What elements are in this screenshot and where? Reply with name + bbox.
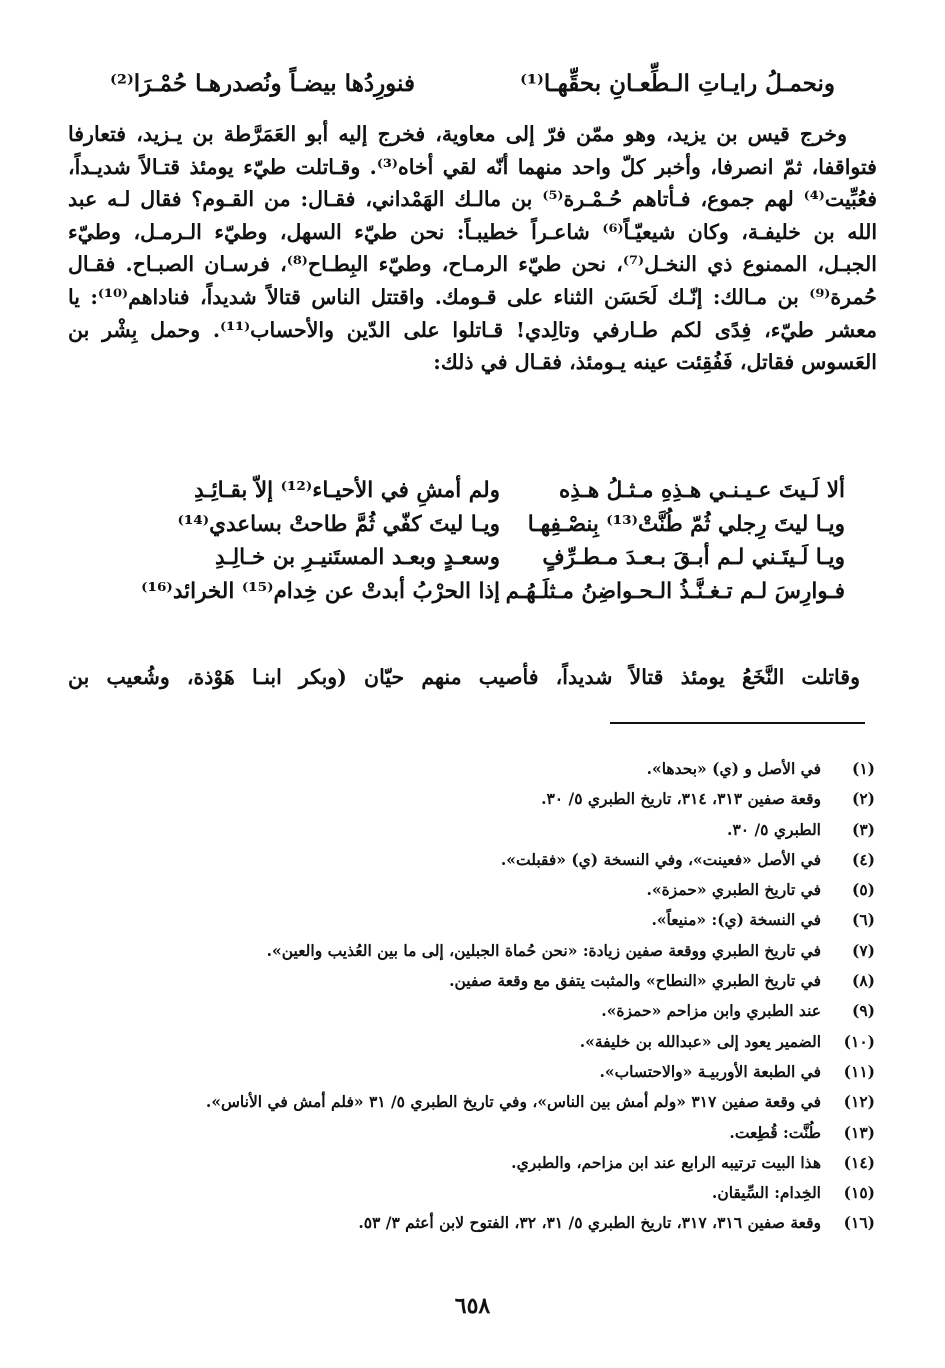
footnote [70,1057,875,1087]
footnote-number: (٩) [851,1001,875,1021]
footnote [70,784,875,814]
footnote-number: (١٣) [843,1122,875,1142]
footnote-text: في الأصل «فعينت»، وفي النسخة (ي) «فقبلت». [500,849,821,869]
main-text [68,118,877,379]
prose-line: وخرج قيس بن يزيد، وهو ممّن فرّ إلى معاوية، فخرج إليه أبو العَمَرَّطة بن يـزيد، [136,122,847,146]
footnote-number: (١٢) [843,1092,875,1112]
prose-line: القـوم؟ فقال لـه عبد الله بن خليفـة، وكان شيعيّـاً⁽⁶⁾ شاعـراً خطيبـاً: نحن طيّء السهل، [68,187,878,244]
footnote-number: (١٤) [843,1152,875,1172]
footnote [70,875,875,905]
footnote-text: وقعة صفين ٣١٣، ٣١٤، تاريخ الطبري ٥/ ٣٠. [541,789,821,809]
footnote-text: في تاريخ الطبري «حمزة». [646,880,821,900]
opening-verse [70,64,875,104]
verse-right-hemistich: ونحمـلُ رايـاتِ الـطِّعـانِ بحقِّهـا⁽¹⁾ [520,70,835,97]
footnote-text: في وقعة صفين ٣١٧ «ولم أمش بين الناس»، وفي تاريخ الطبري ٥/ ٣١ «فلم أمش في الأناس». [205,1092,821,1112]
footnote [70,1027,875,1057]
footnote-text: طُنَّت: قُطِعت. [729,1122,821,1142]
footnote [70,815,875,845]
footnote [70,905,875,935]
prose-line: فتعارفا فتواقفا، ثمّ انصرفا، وأخبر كلّ واحد منهما أنّه لقي أخاه⁽³⁾. وقـاتلت طيّء يومئذ [68,122,877,179]
footnote-number: (٤) [851,849,875,869]
footnote [70,1208,875,1238]
footnote-text: هذا البيت ترتيبه الرابع عند ابن مزاحم، والطبري. [511,1152,821,1172]
footnote-text: في النسخة (ي): «منيعاً». [651,910,821,930]
footnote [70,1178,875,1208]
closing-paragraph: وقاتلت النَّخَعُ يومئذ قتالاً شديداً، فأصيب منهم حيّان (وبكر ابنـا هَوْذة، وشُعيب بن [68,665,860,689]
footnote-number: (١٠) [843,1031,875,1051]
footnote-text: الضمير يعود إلى «عبدالله بن خليفة». [579,1031,821,1051]
poem-verse [90,508,855,542]
poem-left-hemistich: ولم أمشِ في الأحيـاء⁽¹²⁾ إلاّ بقـائِـدِ [194,478,500,503]
footnote-text: في تاريخ الطبري «النطاح» والمثبت يتفق مع وقعة صفين. [449,971,821,991]
footnote [70,966,875,996]
footnote [70,1118,875,1148]
footnote [70,845,875,875]
poem-left-hemistich: إذا الحرْبُ أبدتْ عن خِدام⁽¹⁵⁾ الخرائد⁽¹⁶⁾ [141,578,500,604]
poem-verse [90,575,855,609]
footnote-number: (٥) [851,880,875,900]
footnote-number: (١) [851,759,875,778]
footnote-number: (٦) [851,910,875,930]
footnote-text: وقعة صفين ٣١٦، ٣١٧، تاريخ الطبري ٥/ ٣١، ٣٢، الفتوح لابن أعثم ٣/ ٥٣. [358,1213,821,1233]
footnote [70,996,875,1026]
footnote [70,754,875,784]
footnote-number: (١١) [843,1061,875,1081]
footnote-number: (١٦) [843,1213,875,1233]
prose-line: على الدّين والأحساب⁽¹¹⁾. وحمل بِشْر بن العَسوس فقاتل، فَفُقِئت عينه يـومئذ، فقـال في [68,317,877,375]
poem-verse [90,541,855,575]
footnote-number: (٢) [851,789,875,809]
poem [90,474,855,608]
poem-right-hemistich: ويـا لَـيتَـني لـم أبـقَ بـعـدَ مـطـرِّفٍ [542,545,845,570]
footnote-text: في الأصل و (ي) «بحدها». [646,759,821,778]
footnote-text: الطبري ٥/ ٣٠. [727,819,821,839]
poem-left-hemistich: وسعـدٍ وبعـد المستَنيـرِ بن خـالِـدِ [214,545,500,570]
poem-right-hemistich: فـوارِسَ لـم تـغـنَّـذُ الـحـواضِنُ مـثلَـهُـم [505,578,845,604]
prose-line: واقتتل الناس قتالاً شديداً، فناداهم⁽¹⁰⁾: يا معشر طيّء، فِدًى لكم طـارفي وتالِدي! قـاتلوا [68,284,877,342]
footnotes [70,754,875,1239]
prose-line: البِطـاح⁽⁸⁾، فرسـان الصبـاح. فقـال حُمرة⁽⁹⁾ بن مـالك: إنّـك لَحَسَن الثناء على قـومك. [68,252,877,309]
footnote-number: (٧) [851,940,875,960]
footnote [70,1148,875,1178]
prose-line: قتـالاً شديـداً، فعُبِّيت⁽⁴⁾ لهم جموع، فـأتاهم حُـمْـرة⁽⁵⁾ بن مالـك الهَمْداني، فقـال: من [68,154,878,212]
prose-line: ذلك: [433,350,474,375]
poem-right-hemistich: ألا لَـيتَ عـيـنـي هـذِهِ مـثـلُ هـذِه [559,478,845,503]
footnote-number: (٨) [851,971,875,991]
poem-verse [90,474,855,508]
footnote-separator [610,722,865,724]
footnote-text: في تاريخ الطبري ووقعة صفين زيادة: «نحن حُماة الجبلين، إلى ما بين العُذيب والعين». [266,940,821,960]
footnote-number: (١٥) [843,1183,875,1203]
footnote-number: (٣) [851,819,875,839]
prose-line: وطيّء الـرمـل، وطيّء الجبـل، الممنوع ذي النخـل⁽⁷⁾، نحن طيّء الرمـاح، وطيّء [68,219,877,277]
footnote-text: في الطبعة الأوربيـة «والاحتساب». [599,1061,821,1081]
footnote [70,1087,875,1117]
footnote-text: الخِدام: السِّيقان. [711,1183,821,1203]
verse-left-hemistich: فنورِدُها بيضـاً ونُصدرهـا حُمْـرَا⁽²⁾ [110,70,415,97]
poem-left-hemistich: ويـا ليتَ كفّي ثُمَّ طاحتْ بساعدي⁽¹⁴⁾ [177,511,500,537]
page-number: ٦٥٨ [454,1293,491,1319]
footnote [70,936,875,966]
footnote-text: عند الطبري وابن مزاحم «حمزة». [601,1001,821,1021]
poem-right-hemistich: ويـا ليتَ رِجلي ثُمّ طُنَّتْ⁽¹³⁾ بِنصْـفِهـا [527,511,845,537]
